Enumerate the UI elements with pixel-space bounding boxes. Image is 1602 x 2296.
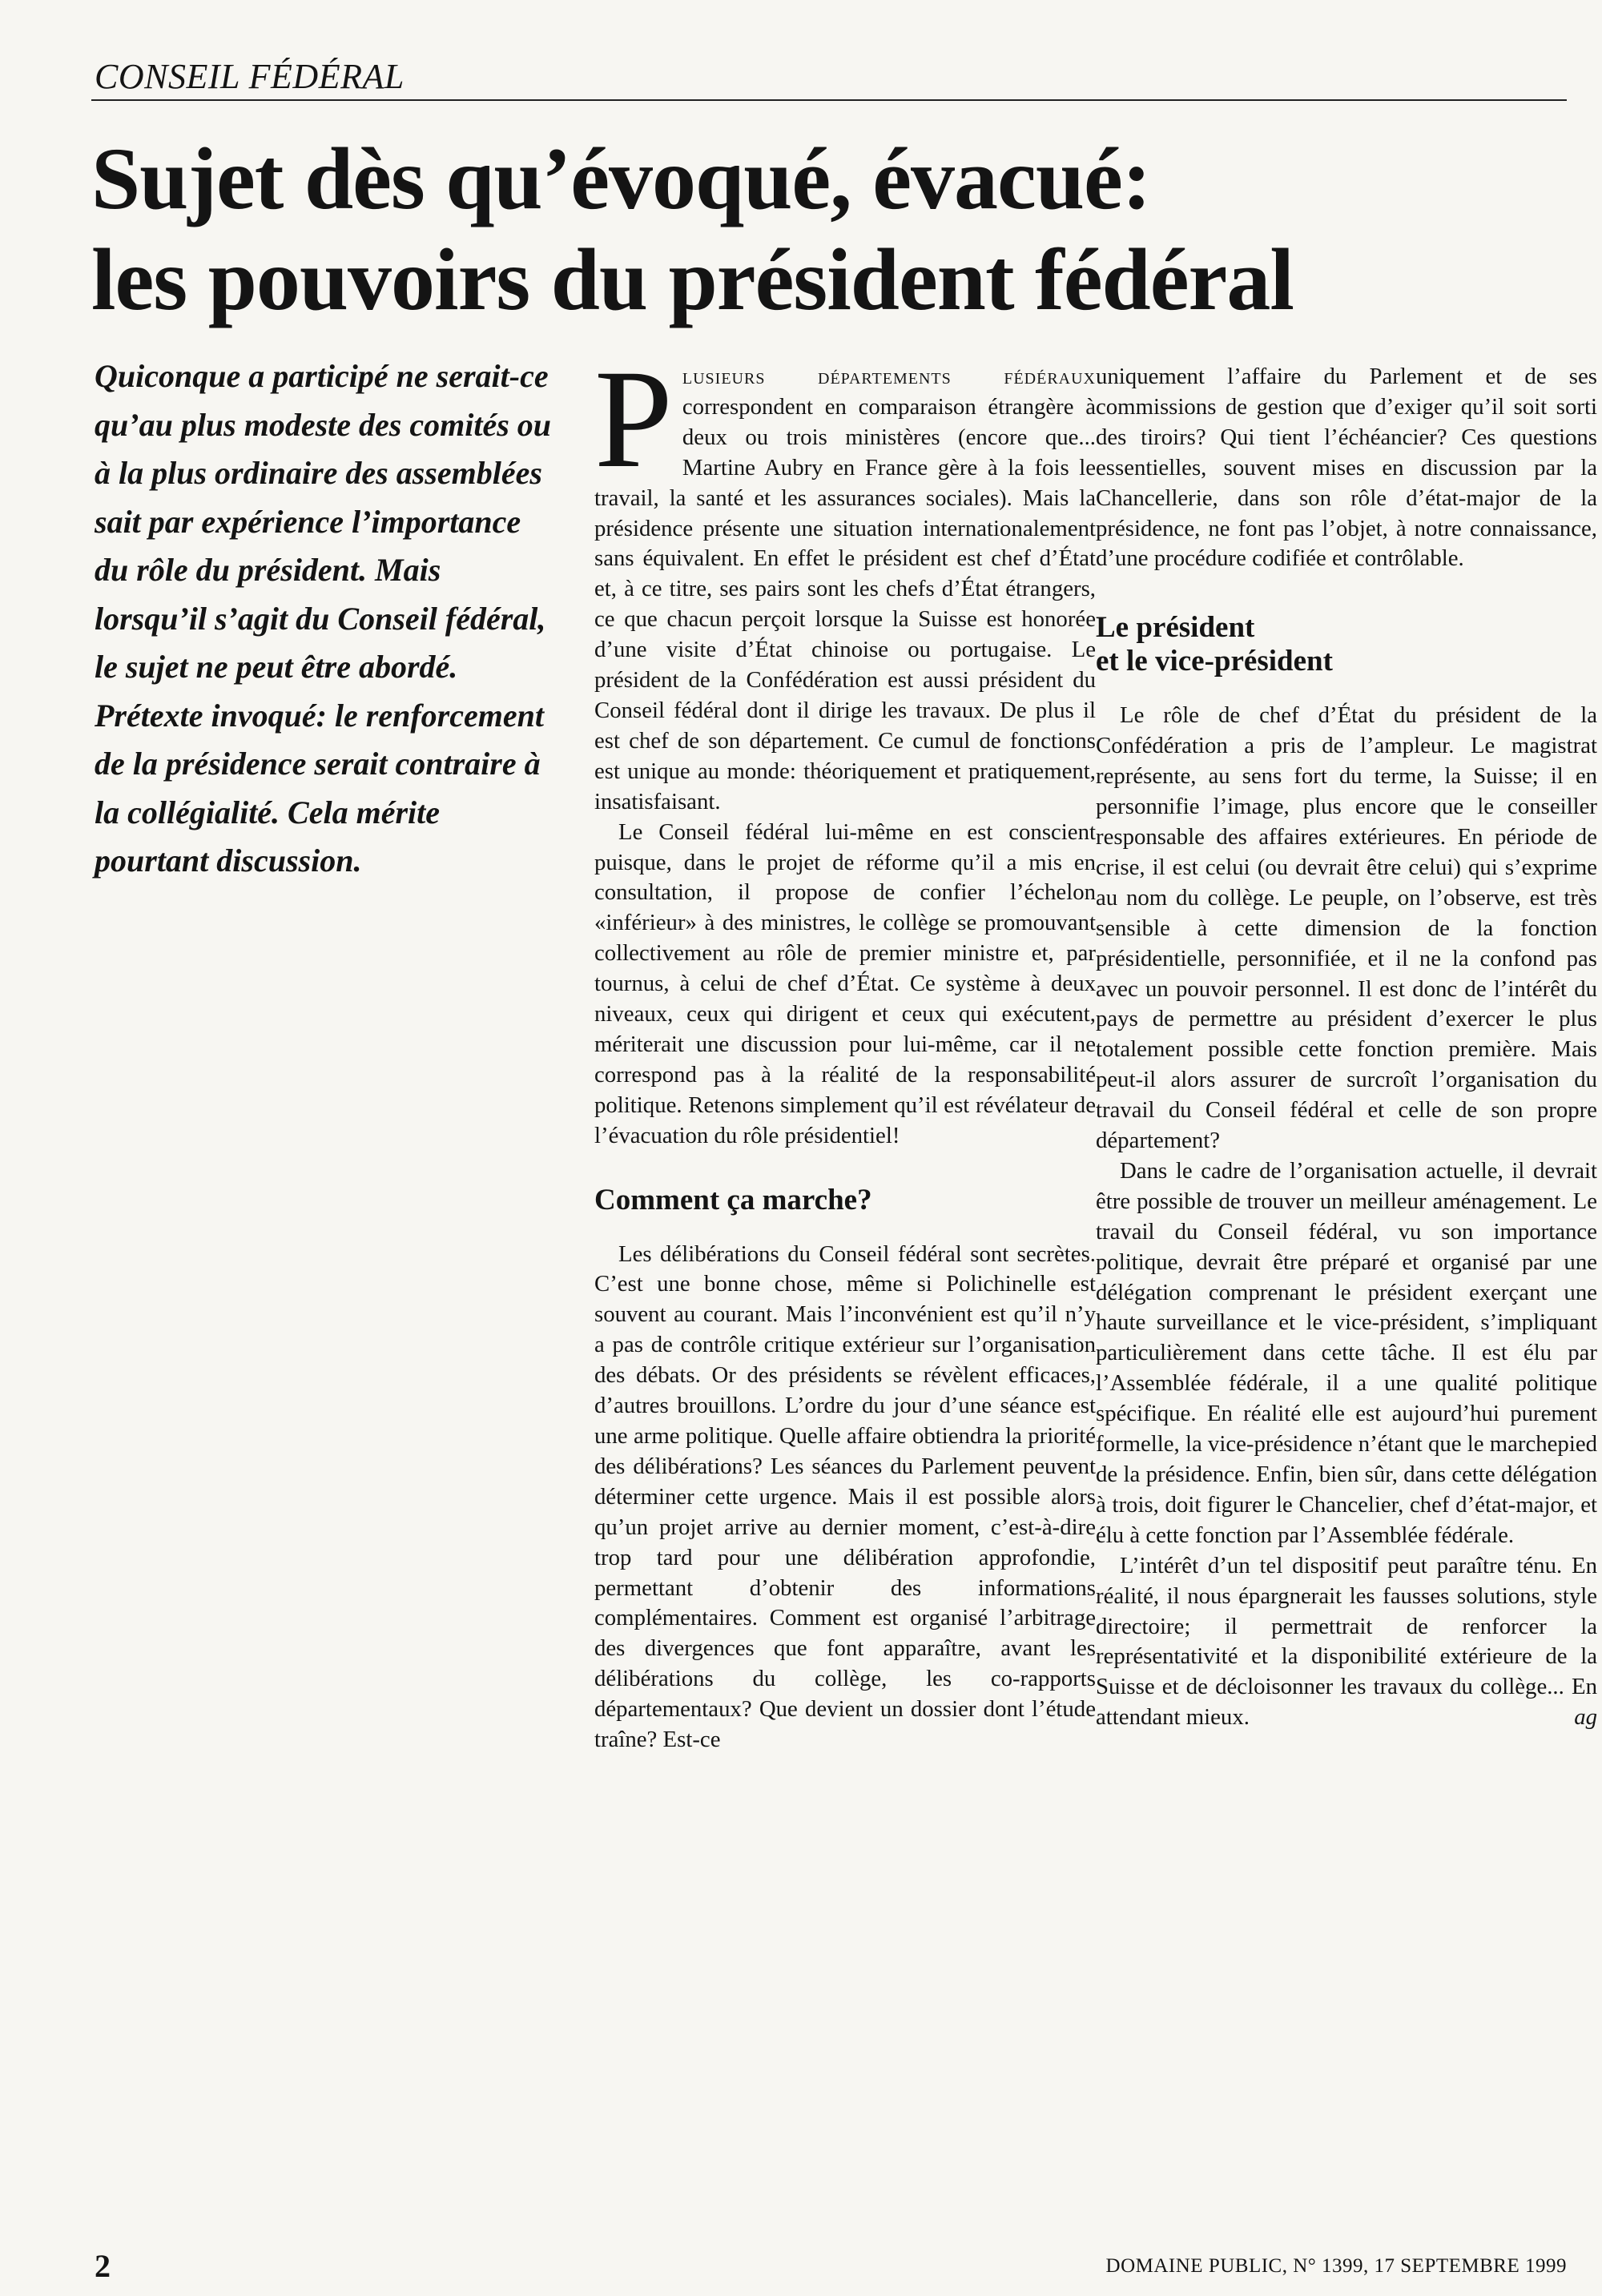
title-line-1: Sujet dès qu’évoqué, évacué: bbox=[91, 130, 1151, 227]
subheading-line-1: Le président bbox=[1096, 611, 1255, 645]
body-paragraph: Les délibérations du Conseil fédéral sont secrètes. C’est une bonne chose, même si Polichinelle est souvent au courant. Mais l’inconvénient est qu’il n’y a pas de contrôle critique extérieur sur l’organisation des débats. Or des présidents se révèlent efficaces, d’autres brouillons. L’ordre du jour d’une séance est une arme politique. Quelle affaire obtiendra la priorité des délibérations? Les séances du Parlement peuvent déterminer cette urgence. Mais il est possible alors qu’un projet arrive au dernier moment, c’est-à-dire trop tard pour une délibération approfondie, permettant d’obtenir des informations complémentaires. Comment est organisé l’arbitrage des divergences que font apparaître, avant les délibérations du collège, les co-rapports départementaux? Que devient un dossier dont l’étude traîne? Est-ce bbox=[594, 1240, 1096, 1753]
section-rubric: CONSEIL FÉDÉRAL bbox=[95, 57, 405, 96]
body-paragraph-continued: uniquement l’affaire du Parlement et de ses commissions de gestion que d’exiger qu’il soit sorti des tiroirs? Qui tient l’échéancier? Ces questions essentielles, souvent mises en discussion par la Chancellerie, dans son rôle d’état-major de la présidence, ne font pas l’objet, à notre connaissance, d’une procédure codifiée et contrôlable. bbox=[1096, 364, 1597, 572]
lead-paragraph: Quiconque a participé ne serait-ce qu’au plus modeste des comités ou à la plus ordinaire des assemblées sait par expérience l’importance du rôle du président. Mais lorsqu’il s’agit du Conseil fédéral, le sujet ne peut être abordé. Prétexte invoqué: le renforcement de la présidence serait contraire à la collégialité. Cela mérite pourtant discussion. bbox=[95, 358, 552, 879]
drop-cap: P bbox=[594, 341, 673, 497]
body-paragraph: Dans le cadre de l’organisation actuelle, il devrait être possible de trouver un meilleur aménagement. Le travail du Conseil fédéral, vu son importance politique, devrait être préparé et organisé par une délégation comprenant le président exerçant une haute surveillance et le vice-président, s’impliquant particulièrement dans cette tâche. Il est élu par l’Assemblée fédérale, il a une qualité politique spécifique. En réalité elle est aujourd’hui purement formelle, la vice-présidence n’étant que le marchepied de la présidence. Enfin, bien sûr, dans cette délégation à trois, doit figurer le Chancelier, chef d’état-major, et élu à cette fonction par l’Assemblée fédérale. bbox=[1096, 1157, 1598, 1548]
body-paragraph bbox=[594, 341, 1096, 818]
title-line-2: les pouvoirs du président fédéral bbox=[91, 231, 1294, 328]
publication-info: DOMAINE PUBLIC, N° 1399, 17 SEPTEMBRE 1999 bbox=[1105, 2255, 1567, 2277]
subheading-comment-ca-marche: Comment ça marche? bbox=[594, 1183, 872, 1216]
body-paragraph: Le rôle de chef d’État du président de la Confédération a pris de l’ampleur. Le magistrat représente, au sens fort du terme, la Suisse; il en personnifie l’image, plus encore que le conseiller responsable des affaires extérieures. En période de crise, il est celui (ou devrait être celui) qui s’exprime au nom du collège. Le peuple, on l’observe, est très sensible à cette dimension de la fonction présidentielle, personnifiée, et il ne la confond pas avec un pouvoir personnel. Il est donc de l’intérêt du pays de permettre au président d’exercer le plus totalement possible cette fonction première. Mais peut-il alors assurer de surcroît l’organisation du travail du Conseil fédéral et celle de son propre département? bbox=[1096, 702, 1597, 1154]
article-column-2 bbox=[594, 341, 1096, 1755]
opening-small-caps: lusieurs départements fédéraux bbox=[682, 364, 1096, 389]
body-paragraph bbox=[1096, 1551, 1597, 1733]
article-column-3 bbox=[1096, 362, 1597, 1733]
header-rule bbox=[91, 99, 1567, 101]
page-number: 2 bbox=[95, 2248, 111, 2284]
paragraph-text: correspondent en comparaison étrangère à deux ou trois ministères (encore que... Martine Aubry en France gère à la fois le travail, la santé et les assurances sociales). Mais la présidence présente une situation internationalement sans équivalent. En effet le président est chef d’État et, à ce titre, ses pairs sont les chefs d’État étrangers, ce que chacun perçoit lorsque la Suisse est honorée d’une visite d’État chinoise ou portugaise. Le président de la Confédération est aussi président du Conseil fédéral dont il dirige les travaux. De plus il est chef de son département. Ce cumul de fonctions est unique au monde: théoriquement et pratiquement, insatisfaisant. bbox=[594, 393, 1096, 814]
author-signature: ag bbox=[1574, 1704, 1597, 1731]
body-paragraph: Le Conseil fédéral lui-même en est conscient puisque, dans le projet de réforme qu’il a mis en consultation, il propose de confier l’échelon «inférieur» à des ministres, le collège se promouvant collectivement au rôle de premier ministre et, par tournus, à celui de chef d’État. Ce système à deux niveaux, ceux qui dirigent et ceux qui exécutent, mériterait une discussion pour lui-même, car il ne correspond pas à la réalité de la responsabilité politique. Retenons simplement qu’il est révélateur de l’évacuation du rôle présidentiel! bbox=[594, 818, 1096, 1148]
subheading-president bbox=[1096, 611, 1597, 678]
paragraph-text: L’intérêt d’un tel dispositif peut paraître ténu. En réalité, il nous épargnerait les fausses solutions, style directoire; il permettrait de renforcer la représentativité et la disponibilité extérieure de la Suisse et de décloisonner les travaux du collège... En attendant mieux. bbox=[1096, 1552, 1597, 1731]
article-title bbox=[91, 128, 1565, 330]
subheading-line-2: et le vice-président bbox=[1096, 645, 1333, 678]
